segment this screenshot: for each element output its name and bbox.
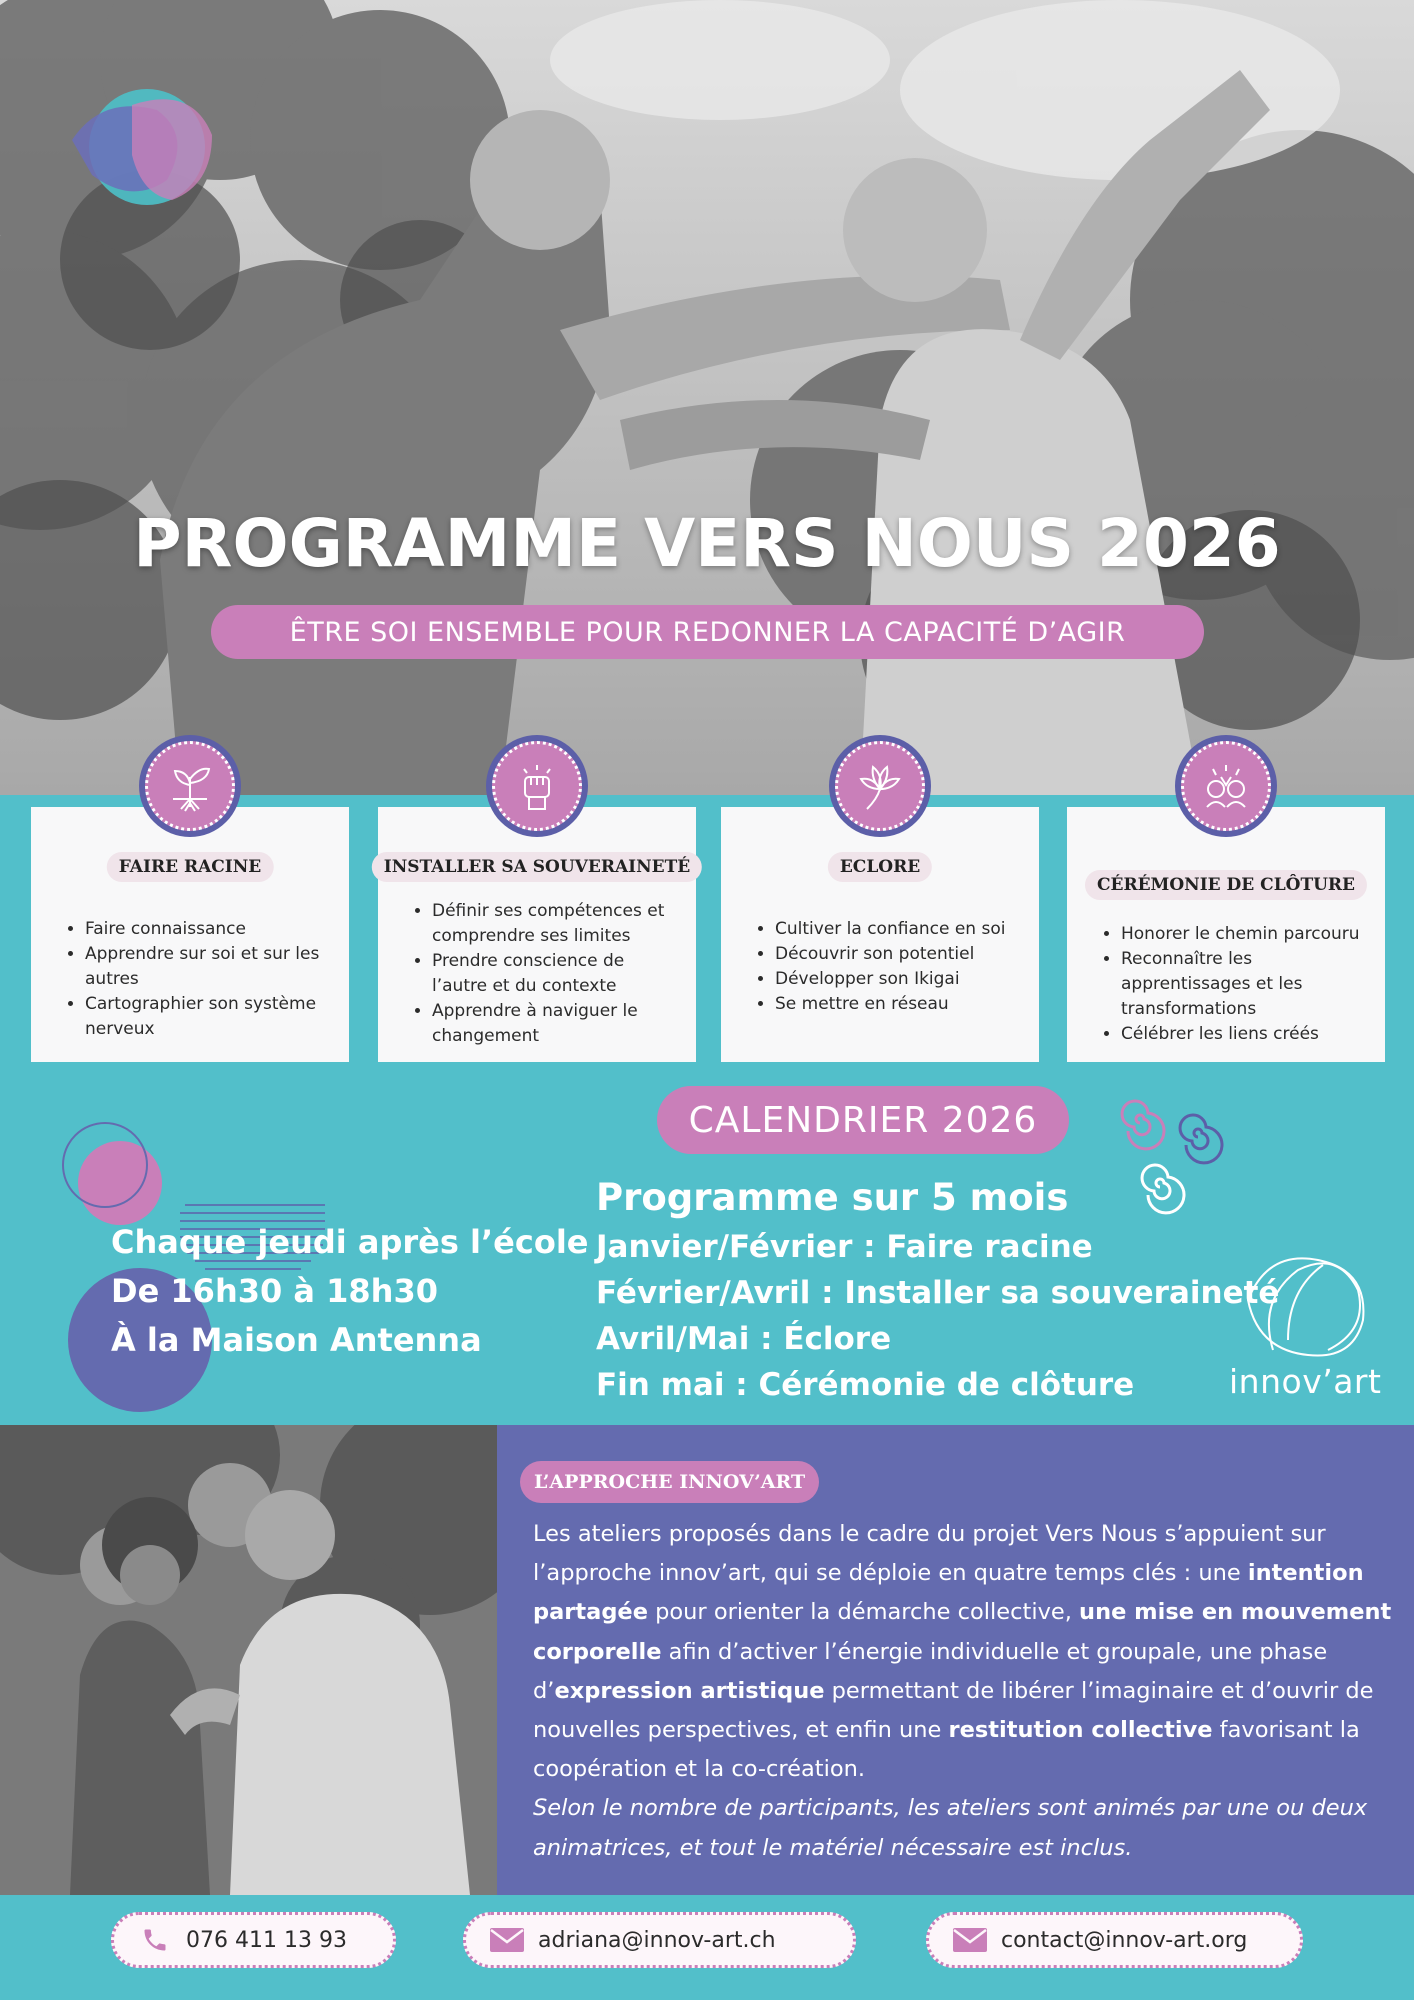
contact-phone[interactable] [111,1912,396,1968]
card-title: INSTALLER SA SOUVERAINETÉ [372,852,702,882]
schedule-place: À la Maison Antenna [111,1321,482,1359]
list-item: • Apprendre à naviguer le changement [432,999,684,1049]
list-item: • Faire connaissance [85,917,337,942]
list-item: • Développer son Ikigai [775,967,1027,992]
phone-icon [138,1925,172,1955]
card-list [1101,922,1373,1047]
approach-text-part: pour orienter la démarche collective, [647,1599,1080,1626]
contact-email-value: contact@innov-art.org [1001,1927,1248,1953]
logo-blob-icon [62,85,222,215]
list-item: • Cartographier son système nerveux [85,992,337,1042]
contact-email-value: adriana@innov-art.ch [538,1927,776,1953]
card-faire-racine [31,807,349,1062]
card-list [412,899,684,1049]
approach-text-part: permettant de libérer l’imaginaire et d’ouvrir de nouvelles perspectives, et enfin une [533,1677,1374,1744]
mail-icon [490,1925,524,1955]
page-subtitle: ÊTRE SOI ENSEMBLE POUR REDONNER LA CAPACITÉ D’AGIR [211,605,1204,659]
approach-text [533,1515,1401,1868]
list-item: • Honorer le chemin parcouru [1121,922,1373,947]
list-item: • Découvrir son potentiel [775,942,1027,967]
list-item: • Reconnaître les apprentissages et les transformations [1121,947,1373,1022]
calendar-row: Fin mai : Cérémonie de clôture [596,1367,1135,1403]
approach-text-part: Les ateliers proposés dans le cadre du projet Vers Nous s’appuient sur l’approche innov’art, qui se déploie en quatre temps clés : une [533,1521,1326,1587]
list-item: • Prendre conscience de l’autre et du contexte [432,949,684,999]
approach-highlight: une mise en mouvement corporelle [533,1599,1392,1665]
workshop-photo [0,1425,497,1895]
list-item: • Cultiver la confiance en soi [775,917,1027,942]
hero-banner [0,0,1414,795]
schedule-time: De 16h30 à 18h30 [111,1272,438,1310]
raised-fist-icon [486,735,588,837]
schedule-day: Chaque jeudi après l’école [111,1223,589,1261]
card-title: FAIRE RACINE [107,852,274,882]
calendar-list [596,1172,1279,1408]
high-five-icon [1175,735,1277,837]
calendar-duration: Programme sur 5 mois [596,1176,1069,1219]
approach-highlight: intention partagée [533,1560,1364,1626]
approach-title: L’APPROCHE INNOV’ART [520,1461,819,1503]
list-item: • Apprendre sur soi et sur les autres [85,942,337,992]
approach-highlight: restitution collective [948,1717,1213,1744]
lotus-flower-icon [829,735,931,837]
schedule-info [111,1218,588,1365]
approach-section [497,1425,1414,1895]
card-list [755,917,1027,1017]
calendar-row: Janvier/Février : Faire racine [596,1229,1093,1265]
contact-email-adriana[interactable] [463,1912,856,1968]
list-item: • Définir ses compétences et comprendre ses limites [432,899,684,949]
page-title: PROGRAMME VERS NOUS 2026 [133,505,1281,582]
calendar-title: CALENDRIER 2026 [657,1086,1069,1154]
card-installer-souverainete [378,807,696,1062]
approach-text-part: afin d’activer l’énergie individuelle et groupale, une phase d’ [533,1638,1328,1704]
calendar-row: Février/Avril : Installer sa souveraineté [596,1275,1280,1311]
approach-text-part: favorisant la coopération et la co-création. [533,1717,1360,1783]
mail-icon [953,1925,987,1955]
brand-name: innov’art [1229,1362,1382,1401]
card-title: ECLORE [828,852,932,882]
contact-email-general[interactable] [926,1912,1303,1968]
calendar-row: Avril/Mai : Éclore [596,1321,892,1357]
contact-phone-value: 076 411 13 93 [186,1927,347,1953]
sprout-icon [139,735,241,837]
card-ceremonie-cloture [1067,807,1385,1062]
list-item: • Se mettre en réseau [775,992,1027,1017]
card-title: CÉRÉMONIE DE CLÔTURE [1085,870,1367,900]
card-eclore [721,807,1039,1062]
approach-note: Selon le nombre de participants, les ateliers sont animés par une ou deux animatrices, et tout le matériel nécessaire est inclus. [533,1795,1368,1861]
approach-highlight: expression artistique [554,1677,825,1704]
card-list [65,917,337,1042]
list-item: • Célébrer les liens créés [1121,1022,1373,1047]
